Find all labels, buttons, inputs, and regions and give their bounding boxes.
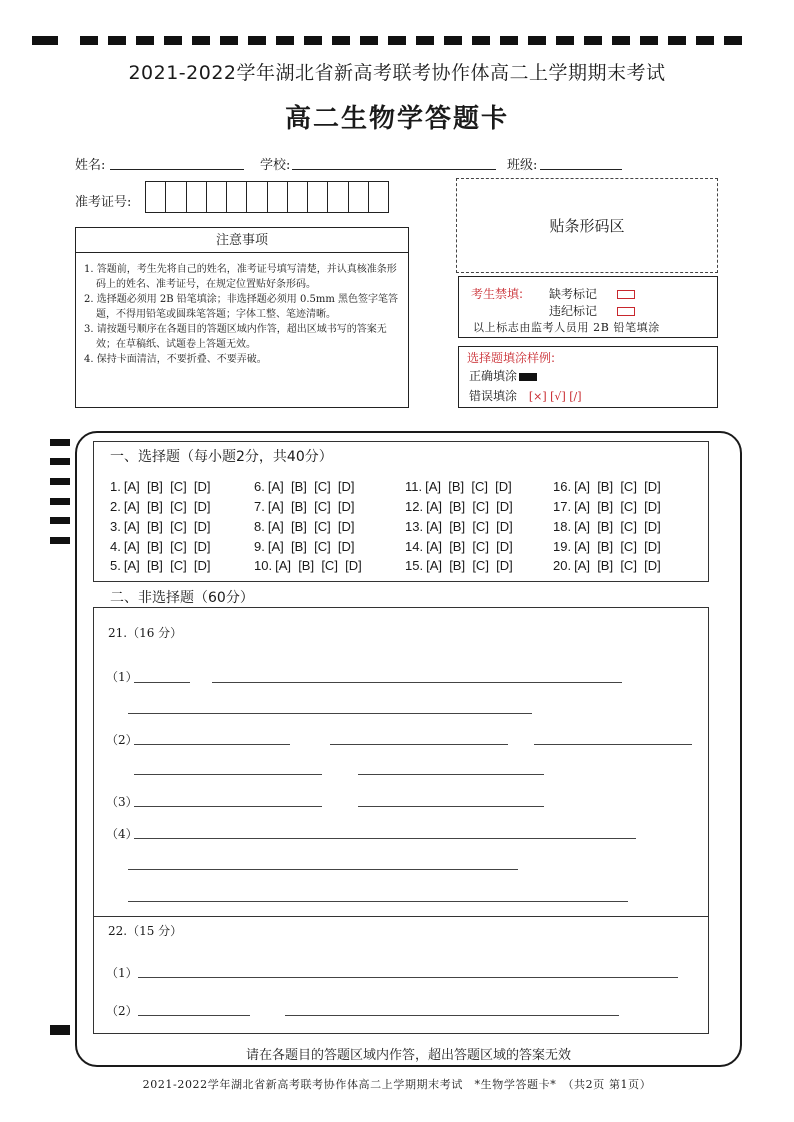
choice-options[interactable]: [A] [B] [C] [D] [267, 479, 355, 494]
choice-number: 14. [405, 539, 424, 554]
name-field[interactable] [110, 169, 244, 170]
correct-fill-sample [519, 373, 537, 381]
choice-options[interactable]: [A] [B] [C] [D] [574, 558, 661, 573]
alignment-dash [304, 36, 322, 45]
exam-id-boxes[interactable] [145, 181, 389, 213]
choice-question-4[interactable] [110, 539, 211, 554]
q21-part1-answer[interactable] [128, 713, 532, 714]
choice-options[interactable]: [A] [B] [C] [D] [574, 519, 661, 534]
choice-section-title: 一、选择题（每小题2分，共40分） [110, 449, 333, 465]
choice-number: 18. [553, 519, 572, 534]
alignment-mark [50, 517, 70, 524]
alignment-dash [500, 36, 518, 45]
choice-question-9[interactable] [254, 539, 355, 554]
open-section-box [93, 607, 709, 1034]
alignment-dash [136, 36, 154, 45]
q21-part2-answer[interactable] [534, 744, 692, 745]
choice-number: 1. [110, 479, 121, 494]
choice-number: 19. [553, 539, 572, 554]
choice-options[interactable]: [A] [B] [C] [D] [123, 539, 211, 554]
alignment-mark [50, 458, 70, 465]
school-field[interactable] [292, 169, 496, 170]
choice-options[interactable]: [A] [B] [C] [D] [574, 539, 661, 554]
q22-part2-answer[interactable] [138, 1015, 250, 1016]
alignment-mark [50, 498, 70, 505]
choice-number: 15. [405, 558, 424, 573]
q21-part4-answer[interactable] [128, 869, 518, 870]
alignment-dash [416, 36, 434, 45]
alignment-dash [696, 36, 714, 45]
q22-part2-answer[interactable] [285, 1015, 619, 1016]
alignment-dash [668, 36, 686, 45]
choice-options[interactable]: [A] [B] [C] [D] [123, 519, 211, 534]
choice-options[interactable]: [A] [B] [C] [D] [574, 479, 661, 494]
choice-question-14[interactable] [405, 539, 513, 554]
choice-question-6[interactable] [254, 479, 355, 494]
alignment-dash [80, 36, 98, 45]
q21-part1-answer[interactable] [134, 682, 190, 683]
q22-part2-label: （2） [106, 1004, 138, 1018]
alignment-mark [50, 537, 70, 544]
q22-title: 22.（15 分） [108, 924, 183, 938]
violation-mark-box[interactable] [617, 307, 635, 316]
choice-question-15[interactable] [405, 558, 513, 573]
alignment-mark [50, 1025, 70, 1035]
alignment-mark [50, 439, 70, 446]
choice-question-13[interactable] [405, 519, 513, 534]
q21-part3-answer[interactable] [358, 806, 544, 807]
q21-part2-label: （2） [106, 733, 138, 747]
notice-item: 4. 保持卡面清洁，不要折叠、不要弄破。 [84, 354, 267, 365]
choice-question-8[interactable] [254, 519, 355, 534]
notice-list [76, 253, 408, 367]
choice-question-3[interactable] [110, 519, 211, 534]
class-label: 班级: [507, 158, 538, 173]
choice-question-10[interactable] [254, 558, 362, 573]
q21-part4-label: （4） [106, 827, 138, 841]
choice-options[interactable]: [A] [B] [C] [D] [123, 499, 211, 514]
exam-id-label: 准考证号: [75, 195, 132, 210]
alignment-dash [164, 36, 182, 45]
choice-number: 3. [110, 519, 121, 534]
choice-question-20[interactable] [553, 558, 661, 573]
choice-number: 17. [553, 499, 572, 514]
alignment-dash [640, 36, 658, 45]
barcode-label: 贴条形码区 [549, 217, 625, 235]
q22-part1-label: （1） [106, 966, 138, 980]
choice-number: 13. [405, 519, 424, 534]
choice-number: 2. [110, 499, 121, 514]
choice-number: 8. [254, 519, 265, 534]
choice-number: 10. [254, 558, 273, 573]
choice-question-11[interactable] [405, 479, 512, 494]
choice-number: 12. [405, 499, 424, 514]
notice-item: 3. 请按题号顺序在各题目的答题区域内作答，超出区域书写的答案无效；在草稿纸、试题卷上答题无效。 [84, 324, 387, 350]
alignment-dash [388, 36, 406, 45]
wrong-fill-label: 错误填涂 [469, 389, 518, 403]
choice-question-7[interactable] [254, 499, 355, 514]
choice-options[interactable]: [A] [B] [C] [D] [267, 539, 355, 554]
correct-fill-label: 正确填涂 [469, 369, 518, 383]
choice-number: 20. [553, 558, 572, 573]
notice-item: 1. 答题前，考生先将自己的姓名，准考证号填写清楚，并认真核准条形码上的姓名、准考证号，在规定位置贴好条形码。 [84, 264, 397, 290]
fill-example-title: 选择题填涂样例: [467, 351, 556, 365]
choice-question-19[interactable] [553, 539, 661, 554]
candidate-restricted-title: 考生禁填: [471, 287, 524, 301]
alignment-dash [556, 36, 574, 45]
q21-part4-answer[interactable] [134, 838, 636, 839]
absent-mark-box[interactable] [617, 290, 635, 299]
exam-title: 2021-2022学年湖北省新高考联考协作体高二上学期期末考试 [128, 62, 666, 84]
choice-question-5[interactable] [110, 558, 211, 573]
violation-label: 违纪标记 [549, 304, 598, 318]
alignment-dash [276, 36, 294, 45]
candidate-note: 以上标志由监考人员用 2B 铅笔填涂 [473, 321, 660, 334]
name-label: 姓名: [75, 158, 106, 173]
q21-part2-answer[interactable] [134, 774, 322, 775]
q21-part3-label: （3） [106, 795, 138, 809]
page-footer: 2021-2022学年湖北省新高考联考协作体高二上学期期末考试 *生物学答题卡* （共2页 第1页） [142, 1078, 652, 1091]
notice-title: 注意事项 [76, 228, 408, 253]
fill-example-box [458, 346, 718, 408]
choice-question-16[interactable] [553, 479, 661, 494]
open-section-title: 二、非选择题（60分） [110, 590, 254, 606]
choice-question-17[interactable] [553, 499, 661, 514]
choice-question-2[interactable] [110, 499, 211, 514]
choice-options[interactable]: [A] [B] [C] [D] [426, 558, 513, 573]
notice-box [75, 227, 409, 408]
alignment-dash [248, 36, 266, 45]
choice-number: 5. [110, 558, 121, 573]
q21-part2-answer[interactable] [134, 744, 290, 745]
q21-part4-answer[interactable] [128, 901, 628, 902]
choice-options[interactable]: [A] [B] [C] [D] [267, 499, 355, 514]
alignment-dash [220, 36, 238, 45]
choice-number: 6. [254, 479, 265, 494]
alignment-dash [472, 36, 490, 45]
choice-number: 7. [254, 499, 265, 514]
choice-options[interactable]: [A] [B] [C] [D] [426, 519, 513, 534]
alignment-dash [332, 36, 350, 45]
alignment-dash [584, 36, 602, 45]
choice-number: 11. [405, 479, 423, 494]
choice-question-1[interactable] [110, 479, 211, 494]
alignment-dash [724, 36, 742, 45]
q21-part3-answer[interactable] [134, 806, 322, 807]
choice-options[interactable]: [A] [B] [C] [D] [574, 499, 661, 514]
candidate-restricted-box [458, 276, 718, 338]
choice-options[interactable]: [A] [B] [C] [D] [267, 519, 355, 534]
card-title: 高二生物学答题卡 [284, 104, 509, 134]
alignment-dash [444, 36, 462, 45]
alignment-mark-large [32, 36, 58, 45]
q21-title: 21.（16 分） [108, 626, 183, 640]
class-field[interactable] [540, 169, 622, 170]
choice-number: 4. [110, 539, 121, 554]
alignment-dash [612, 36, 630, 45]
choice-options[interactable]: [A] [B] [C] [D] [275, 558, 362, 573]
q21-part1-label: （1） [106, 670, 138, 684]
school-label: 学校: [260, 158, 291, 173]
choice-question-18[interactable] [553, 519, 661, 534]
absent-label: 缺考标记 [549, 287, 598, 301]
q21-part1-answer[interactable] [212, 682, 622, 683]
choice-options[interactable]: [A] [B] [C] [D] [426, 499, 513, 514]
alignment-dash [360, 36, 378, 45]
alignment-dash [528, 36, 546, 45]
choice-options[interactable]: [A] [B] [C] [D] [425, 479, 512, 494]
alignment-mark [50, 478, 70, 485]
choice-number: 16. [553, 479, 572, 494]
notice-item: 2. 选择题必须用 2B 铅笔填涂；非选择题必须用 0.5mm 黑色签字笔答题，不得用铅笔或圆珠笔答题；字体工整、笔迹清晰。 [84, 294, 399, 320]
alignment-dash [192, 36, 210, 45]
choice-options[interactable]: [A] [B] [C] [D] [123, 558, 211, 573]
choice-options[interactable]: [A] [B] [C] [D] [426, 539, 513, 554]
answer-area-note: 请在各题目的答题区域内作答，超出答题区域的答案无效 [245, 1048, 571, 1063]
q22-part1-answer[interactable] [138, 977, 678, 978]
choice-question-12[interactable] [405, 499, 513, 514]
barcode-area [456, 178, 718, 273]
alignment-dash [108, 36, 126, 45]
choice-options[interactable]: [A] [B] [C] [D] [123, 479, 211, 494]
q21-part2-answer[interactable] [358, 774, 544, 775]
q21-part2-answer[interactable] [330, 744, 508, 745]
choice-number: 9. [254, 539, 265, 554]
question-divider [93, 916, 709, 917]
wrong-fill-samples: [×] [√] [/] [528, 390, 582, 403]
